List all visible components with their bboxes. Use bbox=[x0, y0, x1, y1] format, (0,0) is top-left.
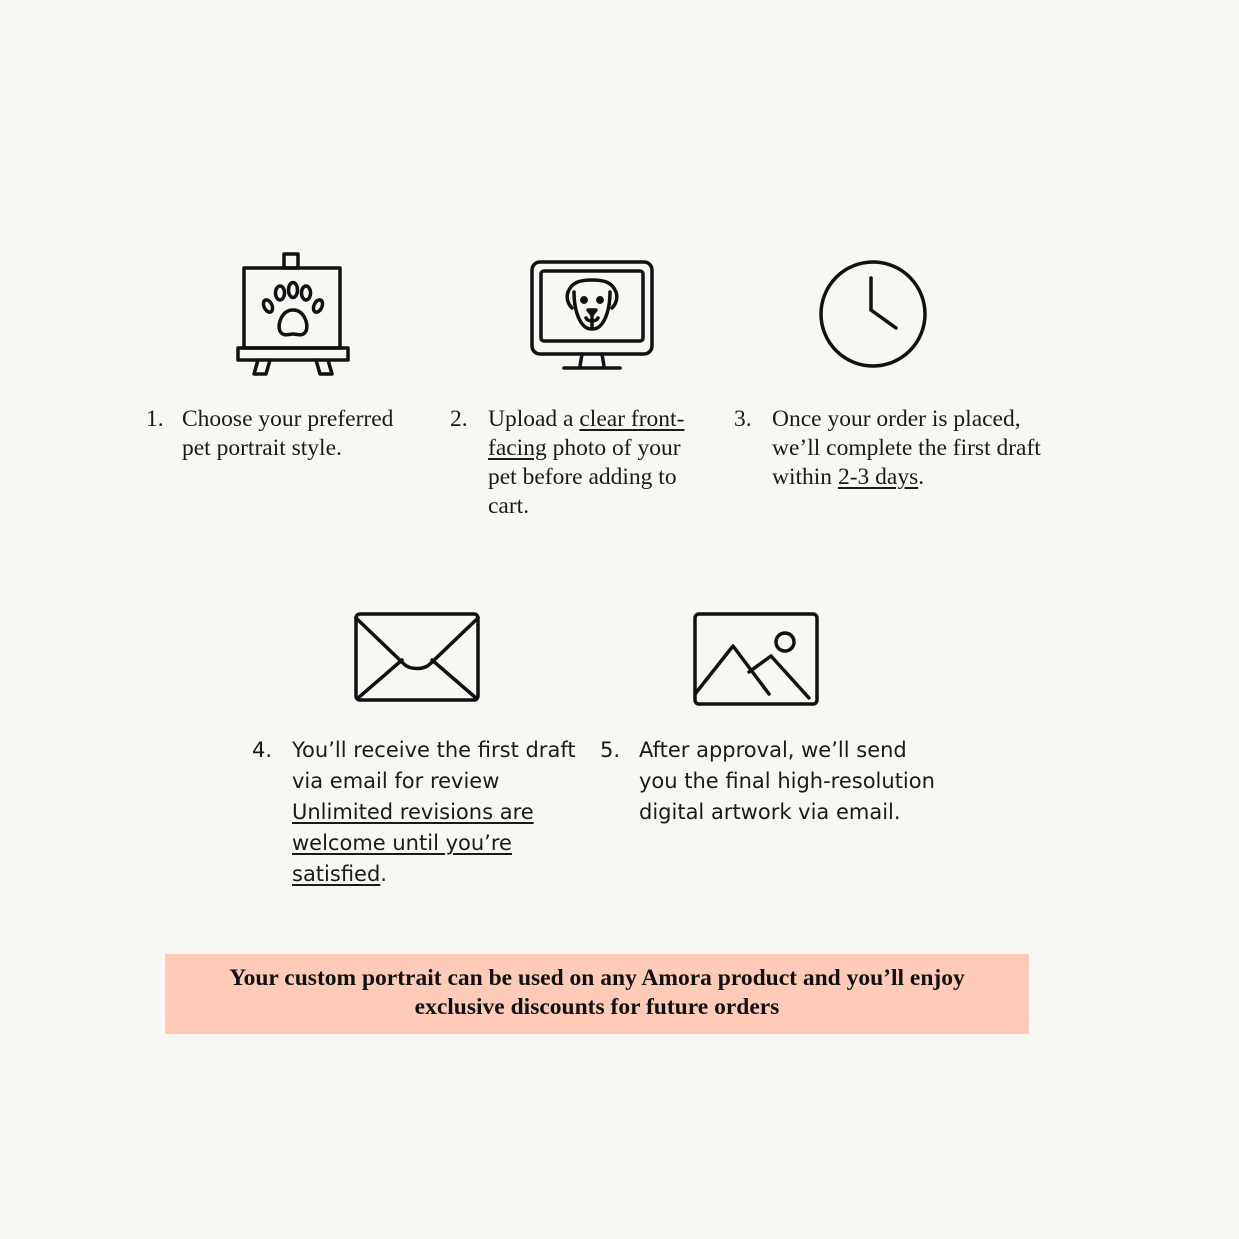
step-text: After approval, we’ll send you the final high-resolution digital artwork via email. bbox=[639, 738, 935, 824]
step-number: 4. bbox=[252, 738, 273, 762]
step-number: 2. bbox=[450, 406, 468, 432]
highlight-text: clear front-facing bbox=[488, 406, 685, 461]
step-number: 1. bbox=[146, 406, 164, 432]
easel-paw-icon bbox=[234, 250, 352, 380]
step-text: Choose your preferred pet portrait style. bbox=[182, 406, 394, 461]
promo-banner bbox=[165, 954, 1029, 1034]
step-number: 5. bbox=[600, 738, 621, 762]
step-text: Upload a clear front-facing photo of your pet before adding to cart. bbox=[488, 406, 685, 519]
monitor-dog-icon bbox=[528, 258, 656, 372]
banner-line-1: Your custom portrait can be used on any Amora product and you’ll enjoy bbox=[229, 965, 965, 991]
highlight-text: 2-3 days bbox=[837, 464, 919, 490]
step-text: Once your order is placed, we’ll complete the first draft within 2-3 days. bbox=[772, 406, 1041, 490]
image-icon bbox=[691, 610, 821, 708]
clock-icon bbox=[816, 258, 930, 370]
step-number: 3. bbox=[734, 406, 752, 432]
step-text: You’ll receive the first draft via email for review Unlimited revisions are welcome until you’re satisfied. bbox=[292, 738, 576, 886]
highlight-text: Unlimited revisions are welcome until you’re satisfied bbox=[292, 800, 534, 886]
envelope-icon bbox=[352, 610, 482, 704]
banner-line-2: exclusive discounts for future orders bbox=[414, 994, 780, 1020]
